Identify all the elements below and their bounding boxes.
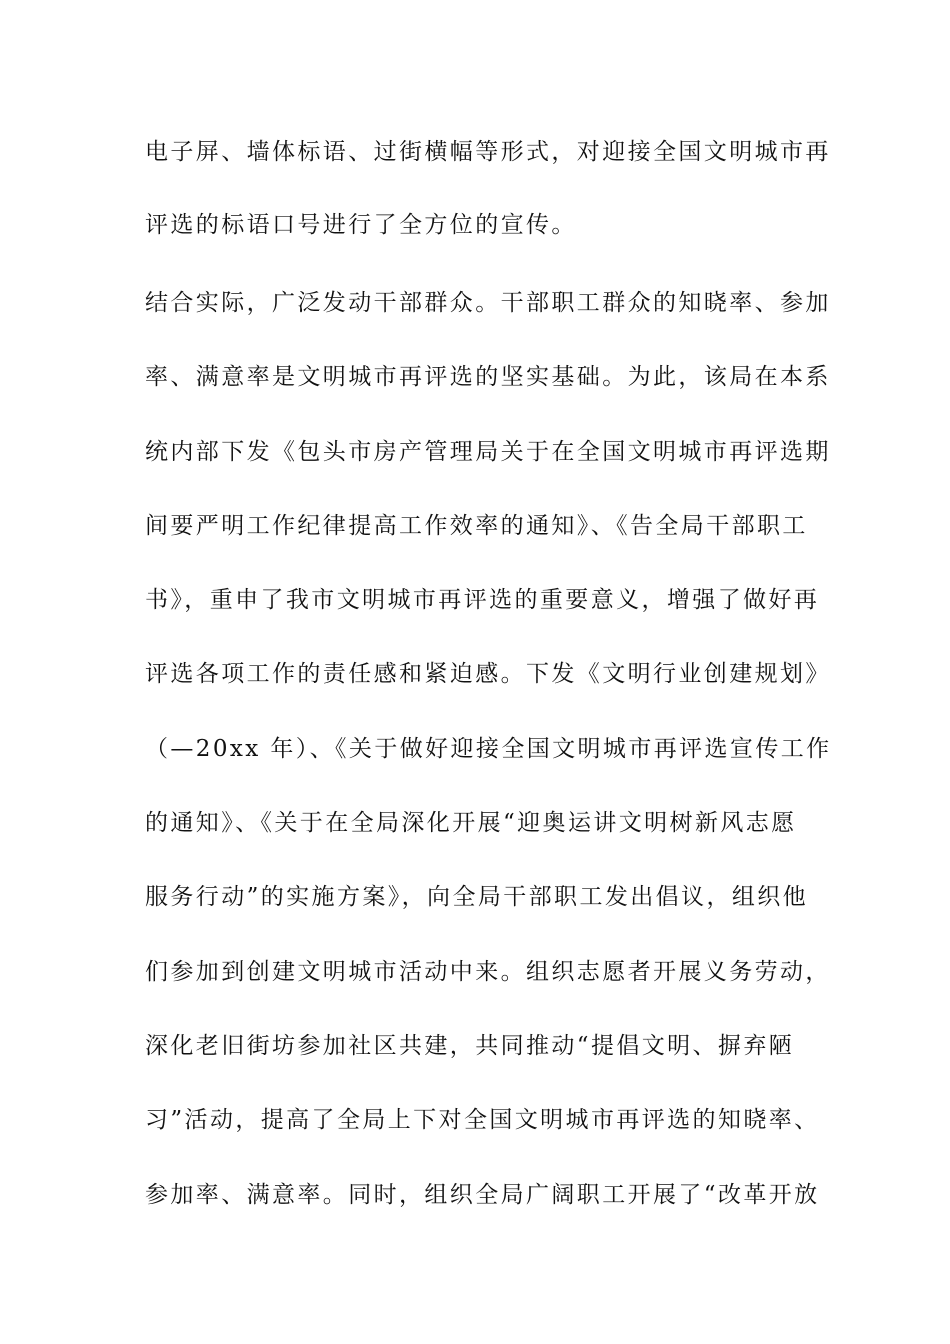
text-line: 率、满意率是文明城市再评选的坚实基础。为此，该局在本系 [145,364,831,390]
text-line: 间要严明工作纪律提高工作效率的通知》、《告全局干部职工 [145,513,808,539]
text-line: 统内部下发《包头市房产管理局关于在全国文明城市再评选期 [145,439,831,465]
text-line: 结合实际，广泛发动干部群众。干部职工群众的知晓率、参加 [145,290,831,316]
text-line: 评选的标语口号进行了全方位的宣传。 [145,212,577,238]
text-line: 深化老旧街坊参加社区共建，共同推动“提倡文明、摒弃陋 [145,1033,795,1059]
text-line: （—20xx 年）、《关于做好迎接全国文明城市再评选宣传工作 [145,736,832,762]
text-line: 书》，重申了我市文明城市再评选的重要意义，增强了做好再 [145,587,820,613]
text-line: 参加率、满意率。同时，组织全局广阔职工开展了“改革开放 [145,1182,820,1208]
text-line: 评选各项工作的责任感和紧迫感。下发《文明行业创建规划》 [145,661,831,687]
text-line: 的通知》、《关于在全局深化开展“迎奥运讲文明树新风志愿 [145,810,797,836]
text-line: 电子屏、墙体标语、过街横幅等形式，对迎接全国文明城市再 [145,139,831,165]
text-line: 习”活动，提高了全局上下对全国文明城市再评选的知晓率、 [145,1107,820,1133]
text-line: 服务行动”的实施方案》，向全局干部职工发出倡议，组织他 [145,884,809,910]
text-line: 们参加到创建文明城市活动中来。组织志愿者开展义务劳动， [145,959,831,985]
